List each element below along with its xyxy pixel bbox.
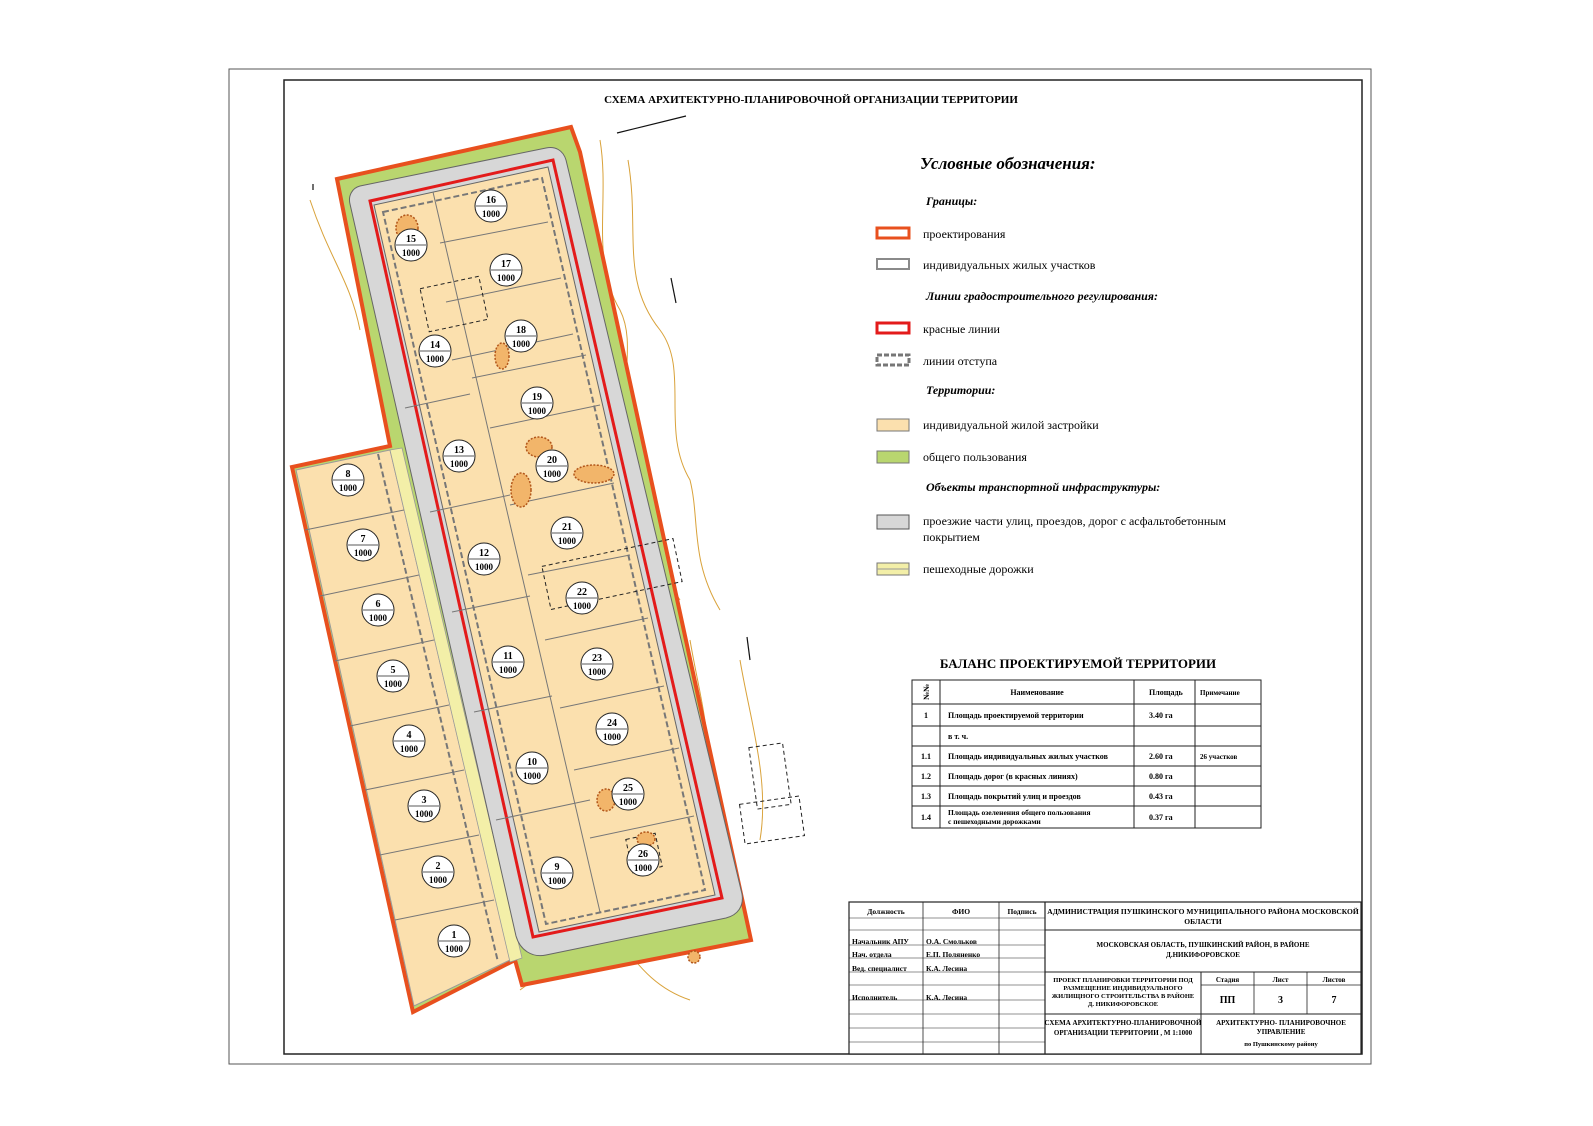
stamp-name: К.А. Лесина — [926, 964, 968, 973]
balance-cell: Площадь индивидуальных жилых участков — [948, 752, 1108, 761]
balance-cell: Площадь — [1149, 688, 1183, 697]
balance-cell: 1.4 — [921, 813, 931, 822]
plot-area: 1000 — [400, 744, 418, 754]
public-area-symbol — [877, 451, 909, 463]
plot-area: 1000 — [497, 273, 515, 283]
legend-label: общего пользования — [923, 450, 1027, 464]
plot-number: 19 — [532, 392, 542, 403]
plot-number: 16 — [486, 195, 496, 206]
plot-area: 1000 — [512, 339, 530, 349]
plot-area: 1000 — [499, 665, 517, 675]
plot-number: 14 — [430, 340, 440, 351]
stamp-org-text: АДМИНИСТРАЦИЯ ПУШКИНСКОГО МУНИЦИПАЛЬНОГО РАЙОНА МОСКОВСКОЙ — [1047, 907, 1359, 916]
stamp-name: Е.П. Поляненко — [926, 950, 981, 959]
plot-area: 1000 — [558, 536, 576, 546]
legend-item-footpath — [877, 562, 1034, 576]
legend-item-setback-line — [877, 354, 998, 368]
plot-area: 1000 — [384, 679, 402, 689]
plot-label-16[interactable] — [475, 190, 507, 222]
stamp-location-text: Д.НИКИФОРОВСКОЕ — [1166, 951, 1240, 959]
plot-area: 1000 — [543, 469, 561, 479]
plot-label-17[interactable] — [490, 254, 522, 286]
balance-cell: Площадь дорог (в красных линиях) — [948, 772, 1078, 781]
plot-label-5[interactable] — [377, 660, 409, 692]
plot-area: 1000 — [475, 562, 493, 572]
stamp-dept-text: АРХИТЕКТУРНО- ПЛАНИРОВОЧНОЕ — [1216, 1019, 1346, 1027]
plot-label-20[interactable] — [536, 450, 568, 482]
plot-label-1[interactable] — [438, 925, 470, 957]
legend-label: индивидуальных жилых участков — [923, 258, 1096, 272]
legend-label: линии отступа — [923, 354, 998, 368]
stamp-sheet-title-text: СХЕМА АРХИТЕКТУРНО-ПЛАНИРОВОЧНОЙ — [1044, 1019, 1202, 1027]
balance-cell: в т. ч. — [948, 732, 969, 741]
stamp-position: Исполнитель — [852, 993, 898, 1002]
legend-item-asphalt-road — [877, 514, 1226, 544]
balance-cell: Примечание — [1200, 689, 1240, 697]
balance-cell: 2.60 га — [1149, 752, 1173, 761]
plot-number: 23 — [592, 653, 602, 664]
legend-label: красные линии — [923, 322, 1000, 336]
plot-label-4[interactable] — [393, 725, 425, 757]
title-block — [849, 902, 1361, 1054]
plot-number: 24 — [607, 718, 617, 729]
legend-group-title: Территории: — [926, 383, 996, 397]
balance-cell: Площадь покрытий улиц и проездов — [948, 792, 1081, 801]
plot-label-11[interactable] — [492, 646, 524, 678]
plot-label-26[interactable] — [627, 844, 659, 876]
balance-table — [912, 656, 1261, 828]
plot-label-21[interactable] — [551, 517, 583, 549]
legend-label: пешеходные дорожки — [923, 562, 1034, 576]
balance-title: БАЛАНС ПРОЕКТИРУЕМОЙ ТЕРРИТОРИИ — [939, 656, 1217, 671]
plot-area: 1000 — [603, 732, 621, 742]
plot-area: 1000 — [528, 406, 546, 416]
plot-number: 10 — [527, 757, 537, 768]
plot-label-3[interactable] — [408, 790, 440, 822]
balance-cell: 1 — [924, 711, 928, 720]
plot-area: 1000 — [588, 667, 606, 677]
footpath-symbol — [877, 563, 909, 575]
balance-cell: Площадь озеленения общего пользования — [948, 808, 1091, 817]
balance-row — [948, 732, 968, 741]
legend-item-red-line — [877, 322, 1001, 336]
plot-number: 17 — [501, 259, 511, 270]
legend-group-title: Линии градостроительного регулирования: — [926, 289, 1158, 303]
balance-cell: 1.3 — [921, 792, 931, 801]
plot-label-22[interactable] — [566, 582, 598, 614]
plot-number: 6 — [375, 599, 381, 610]
plot-label-10[interactable] — [516, 752, 548, 784]
plot-area: 1000 — [548, 876, 566, 886]
plot-number: 8 — [345, 469, 351, 480]
site-plan-map — [292, 116, 804, 1012]
stamp-stage-header: Стадия — [1215, 976, 1240, 984]
legend-label: проезжие части улиц, проездов, дорог с асфальтобетонным — [923, 514, 1226, 528]
plot-label-18[interactable] — [505, 320, 537, 352]
plot-label-19[interactable] — [521, 387, 553, 419]
plot-label-24[interactable] — [596, 713, 628, 745]
stamp-project-text: Д. НИКИФОРОВСКОЕ — [1087, 1001, 1159, 1008]
plot-number: 21 — [562, 522, 572, 533]
plot-number: 22 — [577, 587, 587, 598]
legend-item-public-area — [877, 450, 1027, 464]
design-boundary-symbol — [877, 228, 909, 238]
stamp-project-text: ЖИЛИЩНОГО СТРОИТЕЛЬСТВА В РАЙОНЕ — [1051, 993, 1195, 1000]
stamp-col-header: Подпись — [1007, 907, 1037, 916]
stamp-position: Вед. специалист — [852, 964, 907, 973]
stamp-project-text: ПРОЕКТ ПЛАНИРОВКИ ТЕРРИТОРИИ ПОД — [1053, 977, 1193, 984]
stamp-name: К.А. Лесина — [926, 993, 968, 1002]
legend-label: проектирования — [923, 227, 1006, 241]
legend-item-design-boundary — [877, 227, 1006, 241]
stamp-dept-text: УПРАВЛЕНИЕ — [1256, 1028, 1306, 1036]
balance-cell: 3.40 га — [1149, 711, 1173, 720]
plot-number: 18 — [516, 325, 526, 336]
plot-number: 9 — [554, 862, 560, 873]
plot-area: 1000 — [445, 944, 463, 954]
plot-area: 1000 — [634, 863, 652, 873]
plot-boundary-symbol — [877, 259, 909, 269]
stamp-stage-header: Листов — [1322, 976, 1346, 984]
plot-area: 1000 — [369, 613, 387, 623]
stamp-col-header: Должность — [867, 907, 905, 916]
plot-number: 7 — [360, 534, 366, 545]
stamp-stage-value: ПП — [1219, 995, 1236, 1006]
plot-number: 1 — [451, 930, 457, 941]
balance-cell: Наименование — [1010, 688, 1064, 697]
stamp-position: Нач. отдела — [852, 950, 892, 959]
plot-number: 11 — [503, 651, 513, 662]
plot-number: 20 — [547, 455, 557, 466]
legend-label: индивидуальной жилой застройки — [923, 418, 1099, 432]
balance-cell: 1.1 — [921, 752, 931, 761]
plot-number: 3 — [421, 795, 427, 806]
legend-group-title: Границы: — [926, 194, 978, 208]
stamp-position: Начальник АПУ — [852, 937, 909, 946]
plot-area: 1000 — [619, 797, 637, 807]
plot-area: 1000 — [339, 483, 357, 493]
stamp-location-text: МОСКОВСКАЯ ОБЛАСТЬ, ПУШКИНСКИЙ РАЙОН, В РАЙОНЕ — [1096, 941, 1310, 949]
plot-area: 1000 — [429, 875, 447, 885]
balance-cell: 0.80 га — [1149, 772, 1173, 781]
balance-cell: №№ — [922, 683, 931, 701]
plot-number: 25 — [623, 783, 633, 794]
asphalt-road-symbol — [877, 515, 909, 529]
plot-number: 12 — [479, 548, 489, 559]
residential-area-symbol — [877, 419, 909, 431]
plot-label-13[interactable] — [443, 440, 475, 472]
balance-cell: 0.43 га — [1149, 792, 1173, 801]
plot-area: 1000 — [482, 209, 500, 219]
plot-number: 15 — [406, 234, 416, 245]
legend — [877, 154, 1226, 576]
plot-label-7[interactable] — [347, 529, 379, 561]
plot-label-2[interactable] — [422, 856, 454, 888]
stamp-org-text: ОБЛАСТИ — [1184, 917, 1222, 926]
stamp-name: О.А. Смольков — [926, 937, 977, 946]
stamp-col-headers — [867, 907, 1036, 916]
balance-cell: 26 участков — [1200, 753, 1238, 761]
plot-label-9[interactable] — [541, 857, 573, 889]
stamp-dept2-text: по Пушкинскому району — [1244, 1041, 1318, 1048]
plot-label-6[interactable] — [362, 594, 394, 626]
legend-label-2: покрытием — [923, 530, 980, 544]
plot-label-8[interactable] — [332, 464, 364, 496]
plot-area: 1000 — [573, 601, 591, 611]
plot-label-12[interactable] — [468, 543, 500, 575]
plot-label-14[interactable] — [419, 335, 451, 367]
balance-cell: 0.37 га — [1149, 813, 1173, 822]
plot-area: 1000 — [450, 459, 468, 469]
balance-cell: 1.2 — [921, 772, 931, 781]
stamp-stage-value: 3 — [1278, 995, 1283, 1006]
sheet-title: СХЕМА АРХИТЕКТУРНО-ПЛАНИРОВОЧНОЙ ОРГАНИЗАЦИИ ТЕРРИТОРИИ — [604, 94, 1018, 106]
setback-line-symbol — [877, 355, 909, 365]
balance-cell: Площадь проектируемой территории — [948, 711, 1084, 720]
legend-heading: Условные обозначения: — [920, 154, 1096, 173]
plot-number: 26 — [638, 849, 648, 860]
plot-number: 2 — [435, 861, 441, 872]
plot-number: 13 — [454, 445, 464, 456]
plot-label-15[interactable] — [395, 229, 427, 261]
balance-cell-2: с пешеходными дорожками — [948, 817, 1041, 826]
stamp-stage-header: Лист — [1272, 976, 1289, 984]
stamp-stage-value: 7 — [1331, 995, 1337, 1006]
plot-area: 1000 — [415, 809, 433, 819]
stamp-sheet-title-text: ОРГАНИЗАЦИИ ТЕРРИТОРИИ , М 1:1000 — [1053, 1029, 1193, 1037]
red-line-symbol — [877, 323, 909, 333]
plot-number: 5 — [390, 665, 396, 676]
plot-label-23[interactable] — [581, 648, 613, 680]
stamp-project-text: РАЗМЕЩЕНИЕ ИНДИВИДУАЛЬНОГО — [1063, 985, 1183, 992]
legend-group-title: Объекты транспортной инфраструктуры: — [926, 480, 1161, 494]
legend-item-residential-area — [877, 418, 1099, 432]
plot-area: 1000 — [523, 771, 541, 781]
plot-area: 1000 — [402, 248, 420, 258]
plot-area: 1000 — [354, 548, 372, 558]
legend-item-plot-boundary — [877, 258, 1096, 272]
plot-area: 1000 — [426, 354, 444, 364]
plot-number: 4 — [406, 730, 412, 741]
stamp-col-header: ФИО — [951, 907, 971, 916]
plot-label-25[interactable] — [612, 778, 644, 810]
